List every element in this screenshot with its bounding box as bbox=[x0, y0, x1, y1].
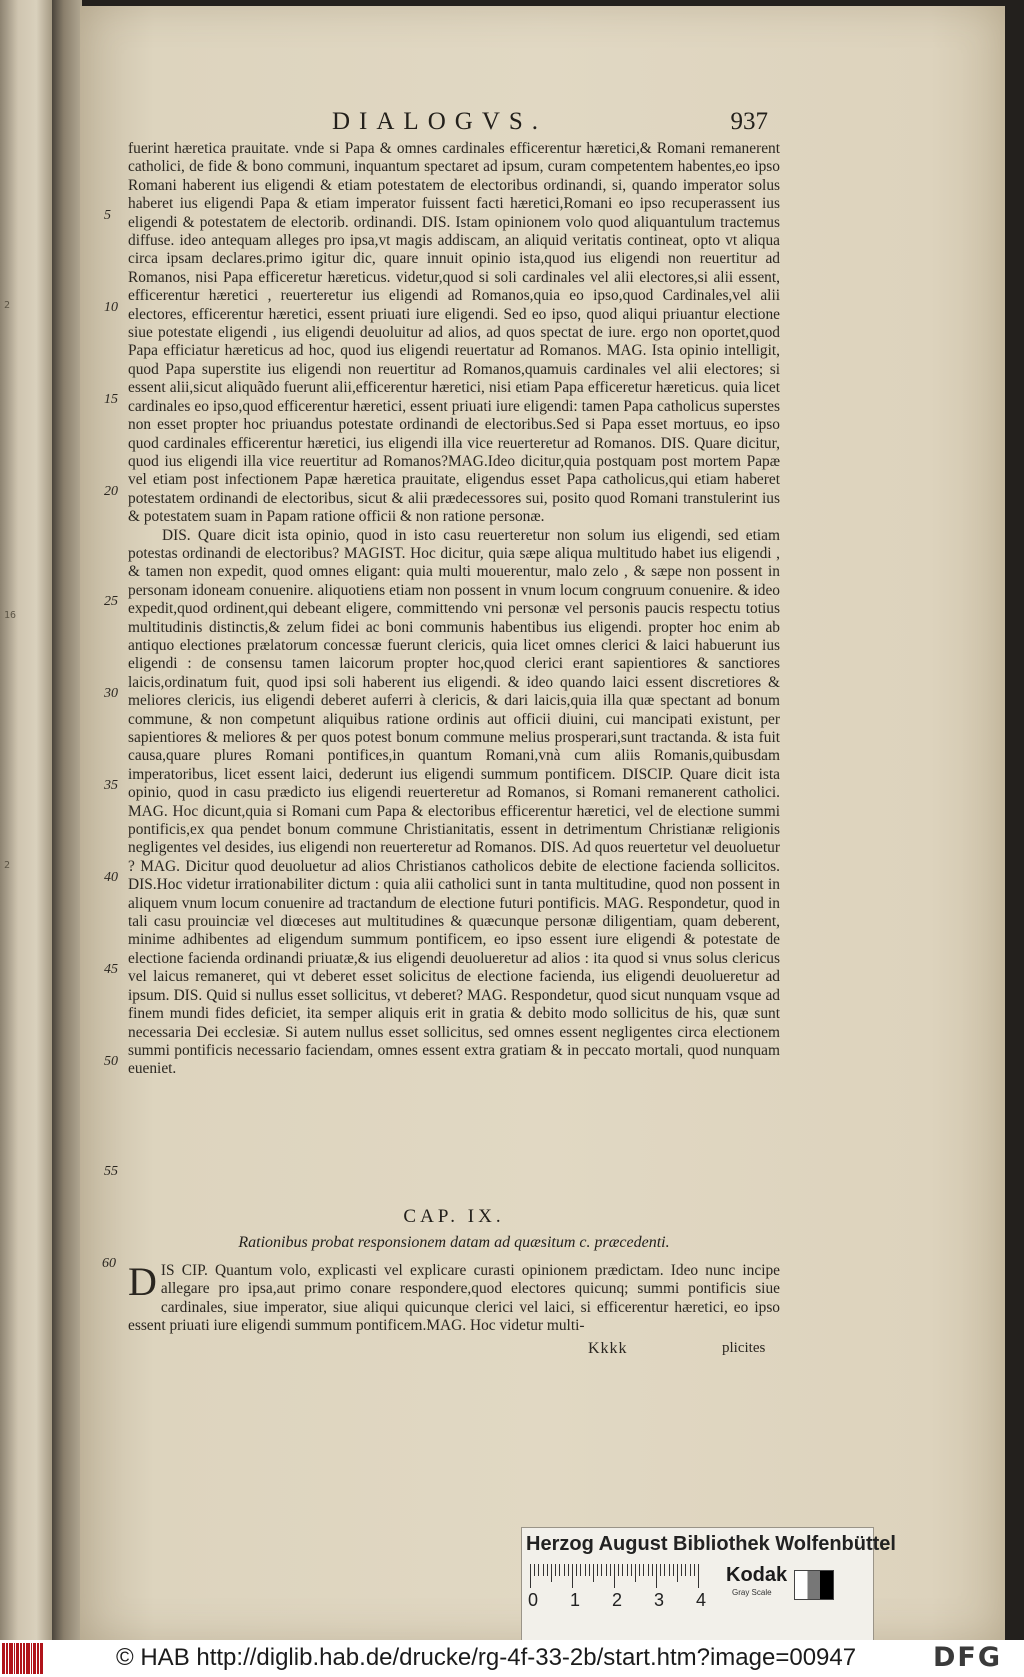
ruler-label: 0 bbox=[528, 1590, 539, 1610]
gray-scale-label: Gray Scale bbox=[732, 1588, 772, 1597]
ruler-tick bbox=[564, 1564, 565, 1576]
ruler-tick bbox=[660, 1564, 661, 1576]
barcode-stripe bbox=[33, 1643, 36, 1674]
ruler-tick bbox=[538, 1564, 539, 1576]
ruler-tick bbox=[593, 1564, 594, 1582]
ruler-tick bbox=[572, 1564, 573, 1588]
ruler-tick bbox=[559, 1564, 560, 1576]
library-color-card bbox=[521, 1527, 896, 1640]
line-number: 50 bbox=[104, 1054, 118, 1069]
paragraph: fuerint hæretica prauitate. vnde si Papa & omnes cardinales efficerentur hæretici,& Romani remanerent catholici, de fide & bono communi, inquantum spectaret ad ipsum, curam competentem habentes,eo ipso Romani haberent ius eligendi & etiam potestatem de electoribus ordinandi, si, quando imperator solus haberet ius eligendi Papa & etiam imperator fuissent facti hæretici,Romani eo ipso recuperassent ius eligendi & potestatem de electorib. ordinandi. DIS. Istam opinionem volo quod aliquantulum tractemus diffuse. ideo antequam alleges pro ipsa,vt magis addiscam, an aliquid veritatis contineat, opto vt aliqua circa ipsam declares.primo igitur dic, quare innuit opinio ista,quod ius eligendi non reuertitur ad Romanos, nisi Papa efficeretur hæreticus. videtur,quod si soli cardinales vel alii electores,si alii essent, efficerentur hæretici , reuerteretur ius eligendi ad Romanos,quia eo ipso,quod Cardinales,vel alii electores, efficerentur hæretici, essent priuati iure eligendi. Sed eo ipso, quod aliqui priuantur electione siue potestate eligendi , ius eligendi deuoluitur ad alios, ad quos spectat de iure. ergo non oportet,quod Papa efficiatur hæreticus ad hoc, quod ius eligendi reuertatur ad Romanos. MAG. Ista opinio intelligit, quod Papa superstite ius eligendi non reuertitur ad Romanos,quamuis cardinales vel alii electores; si essent alii,sicut aliquãdo fuerunt alii,efficerentur hæretici, nisi etiam Papa efficeretur hæreticus. quia licet cardinales eo ipso,quod efficerentur hæretici, essent priuati iure eligendi: tamen Papa catholicus superstes non esset propter hoc priuandus potestate ordinandi de electoribus.Sed si Papa esset mortuus, eo ipso quod cardinales efficerentur hæretici, ius eligendi illa vice reuerteretur ad Romanos. DIS. Quare dicitur, quod ius eligendi illa vice reuertitur ad Romanos?MAG.Ideo dicitur,quia postquam post mortem Papæ vel etiam post infectionem Papæ hæretica prauitate, eligendus esset Papa catholicus,qui etiam haberet potestatem ordinandi de electoribus, sicut & alii prædecessores sui, posito quod Romani transtulerint ius & potestatem suam in Papam ratione officii & non ratione personæ. bbox=[128, 140, 780, 526]
line-number: 60 bbox=[102, 1256, 116, 1271]
ruler-tick bbox=[652, 1564, 653, 1576]
ruler-label: 3 bbox=[654, 1590, 665, 1610]
scale-ruler bbox=[530, 1564, 730, 1588]
ruler-label: 4 bbox=[696, 1590, 707, 1610]
ruler-tick bbox=[618, 1564, 619, 1576]
ruler-tick bbox=[585, 1564, 586, 1576]
chapter-paragraph: IS CIP. Quantum volo, explicasti vel explicare curasti opinionem prædictam. Ideo nunc incipe allegare pro ipsa,aut primo conare respondere,quod electores quicunq; summi pontificis siue cardinales, siue imperator, siue aliqui quicunque clerici vel laici, si efficerentur hæretici, eo ipso essent priuati iure eligendi summum pontificem.MAG. Hoc videtur multi- bbox=[128, 1262, 780, 1335]
ruler-tick bbox=[681, 1564, 682, 1576]
chapter-heading: CAP. IX. bbox=[403, 1206, 505, 1227]
ruler-tick bbox=[547, 1564, 548, 1576]
library-name: Herzog August Bibliothek Wolfenbüttel bbox=[526, 1533, 896, 1555]
footer-bar bbox=[0, 1640, 1024, 1677]
ruler-label: 2 bbox=[612, 1590, 623, 1610]
dfg-logo: DFG bbox=[933, 1642, 1003, 1673]
line-number: 45 bbox=[104, 962, 118, 977]
ruler-tick bbox=[601, 1564, 602, 1576]
footer-credit-link[interactable]: © HAB http://diglib.hab.de/drucke/rg-4f-33-2b/start.htm?image=00947 bbox=[116, 1644, 857, 1671]
signature-mark: Kkkk bbox=[588, 1340, 628, 1357]
ruler-tick bbox=[664, 1564, 665, 1576]
paragraph: DIS. Quare dicit ista opinio, quod in isto casu reuerteretur non solum ius eligendi, sed etiam potestas ordinandi de electoribus? MAGIST. Hoc dicitur, quia sæpe aliqua multitudo habet ius eligendi , & tamen non expedit, quod omnes eligant: quia multi mouerentur, malo zelo , & sæpe non possent in personam idoneam conuenire. aliquotiens etiam non possent in vnum locum congruum conuenire. & ideo expedit,quod ordinent,qui debeant eligere, committendo vni personæ vel personis paucis respectu totius multitudinis distinctis,& zelum fidei ac boni communis habentibus ius eligendi. propter hoc enim ab antiquo electiones prælatorum concessæ fuerunt clericis, quia licet omnes clerici & laici habuerunt ius eligendi : de consensu tamen laicorum propter hoc,quod clerici erant sapientiores & sanctiores laicis,ordinatum fuit, quod ipsi soli haberent ius eligendi. & ideo quando laici essent discretiores & meliores clericis, ius eligendi deberet auferri à clericis, & dari laicis,quia illa quæ spectant ad bonum commune, & non competunt aliquibus ratione ordinis aut officii diuini, cui mancipati existunt, per sapientiores & meliores & per quos potest bonum commune melius prosperari,sunt tractanda. & ista fuit causa,quare plures Romani pontifices,in quantum Romani,vnà cum aliis Romanis,quibusdam imperatoribus, licet essent laici, dederunt ius eligendi summum pontificem. DISCIP. Quare dicit ista opinio, quod in casu prædicto ius eligendi reuerteretur ad Romanos, si Romani remanerent catholici. MAG. Hoc dicunt,quia si Romani cum Papa & electoribus efficerentur hæretici, vel de electione summi pontificis,ex qua pendet bonum commune Christianitatis, essent in detrimentum Christianæ religionis negligentes vel desides, ius eligendi non reuerteretur ad Romanos. DIS. Ad quos reuertetur vel deuoluetur ? MAG. Dicitur quod deuoluetur ad alios Christianos catholicos debite de electione facienda sollicitos. DIS.Hoc videtur irrationabiliter dictum : quia alii catholici sunt in tanta multitudine, quod non possent in aliquem vnum locum conuenire ad tractandum de electione futuri pontificis. MAG. Respondetur, quod in tali casu prouinciæ vel diœceses aut multitudines & quæcunque personæ diligentiam, quam deberent, minime adhibentes ad eligendum summum pontificem, eo ipso essent iure eligendi & potestate de electione facienda ordinandi priuatæ,& ius eligendi deuolueretur ad alios : ita quod si vnus solus clericus vel laicus remaneret, qui vt deberet esset solicitus de electione facienda, ius eligendi deuolueretur ad ipsum. DIS. Quid si nullus esset sollicitus, vt deberet? MAG. Respondetur, quod sicut nunquam vsque ad finem mundi fides deficiet, ita semper aliquis erit in gratia & debito modo sollicitus de his, quæ sunt necessaria Dei ecclesiæ. Si autem nullus esset sollicitus, sed omnes essent negligentes circa electionem summi pontificis necessario faciendam, omnes essent extra gratiam & in peccato mortali, quod nunquam eueniet. bbox=[128, 526, 780, 1078]
ruler-tick bbox=[648, 1564, 649, 1576]
barcode-stripe bbox=[9, 1643, 13, 1674]
ruler-tick bbox=[606, 1564, 607, 1576]
ruler-tick bbox=[639, 1564, 640, 1576]
barcode-stripe bbox=[31, 1643, 32, 1674]
line-number: 25 bbox=[104, 594, 118, 609]
ruler-tick bbox=[576, 1564, 577, 1576]
book-gutter bbox=[52, 0, 82, 1640]
barcode-stripe bbox=[26, 1643, 30, 1674]
line-number: 15 bbox=[104, 392, 118, 407]
ruler-tick bbox=[673, 1564, 674, 1576]
ruler-tick bbox=[610, 1564, 611, 1576]
barcode-stripe bbox=[6, 1643, 8, 1674]
gray-scale-swatch bbox=[794, 1570, 834, 1600]
line-number: 35 bbox=[104, 778, 118, 793]
running-title: DIALOGVS. bbox=[332, 108, 548, 135]
ruler-tick bbox=[656, 1564, 657, 1588]
ruler-tick bbox=[643, 1564, 644, 1576]
catchword: plicites bbox=[722, 1340, 766, 1356]
barcode-stripe bbox=[20, 1643, 22, 1674]
margin-mark: 2 bbox=[4, 300, 11, 311]
ruler-tick bbox=[530, 1564, 531, 1588]
barcode-stripe bbox=[23, 1643, 25, 1674]
line-number: 5 bbox=[104, 208, 111, 223]
ruler-tick bbox=[555, 1564, 556, 1576]
ruler-tick bbox=[694, 1564, 695, 1576]
ruler-tick bbox=[677, 1564, 678, 1582]
ruler-tick bbox=[669, 1564, 670, 1576]
previous-page-edge bbox=[0, 0, 52, 1640]
margin-mark: 16 bbox=[4, 610, 17, 621]
barcode-stripe bbox=[14, 1643, 15, 1674]
ruler-tick bbox=[597, 1564, 598, 1576]
barcode-stripe bbox=[40, 1643, 43, 1674]
barcode-stripe bbox=[16, 1643, 19, 1674]
body-text bbox=[128, 140, 780, 1079]
chapter-text bbox=[128, 1259, 780, 1336]
kodak-brand: Kodak bbox=[726, 1564, 788, 1586]
ruler-tick bbox=[580, 1564, 581, 1576]
ruler-tick bbox=[698, 1564, 699, 1588]
ruler-tick bbox=[543, 1564, 544, 1576]
ruler-tick bbox=[627, 1564, 628, 1576]
running-head bbox=[248, 108, 768, 138]
margin-mark: 2 bbox=[4, 860, 11, 871]
ruler-tick bbox=[690, 1564, 691, 1576]
ruler-tick bbox=[568, 1564, 569, 1576]
ruler-labels bbox=[528, 1590, 738, 1614]
ruler-tick bbox=[685, 1564, 686, 1576]
line-number: 10 bbox=[104, 300, 118, 315]
ruler-tick bbox=[622, 1564, 623, 1576]
line-number: 20 bbox=[104, 484, 118, 499]
line-number: 55 bbox=[104, 1164, 118, 1179]
ruler-tick bbox=[534, 1564, 535, 1576]
page-number: 937 bbox=[730, 108, 768, 135]
drop-capital: D bbox=[128, 1259, 157, 1304]
ruler-tick bbox=[631, 1564, 632, 1576]
ruler-label: 1 bbox=[570, 1590, 581, 1610]
line-number: 30 bbox=[104, 686, 118, 701]
barcode-stripe bbox=[2, 1643, 5, 1674]
ruler-tick bbox=[614, 1564, 615, 1588]
barcode-icon bbox=[2, 1643, 48, 1674]
barcode-stripe bbox=[37, 1643, 39, 1674]
ruler-tick bbox=[551, 1564, 552, 1582]
ruler-tick bbox=[589, 1564, 590, 1576]
ruler-tick bbox=[635, 1564, 636, 1582]
chapter-subtitle: Rationibus probat responsionem datam ad quæsitum c. præcedenti. bbox=[238, 1234, 670, 1251]
line-number: 40 bbox=[104, 870, 118, 885]
